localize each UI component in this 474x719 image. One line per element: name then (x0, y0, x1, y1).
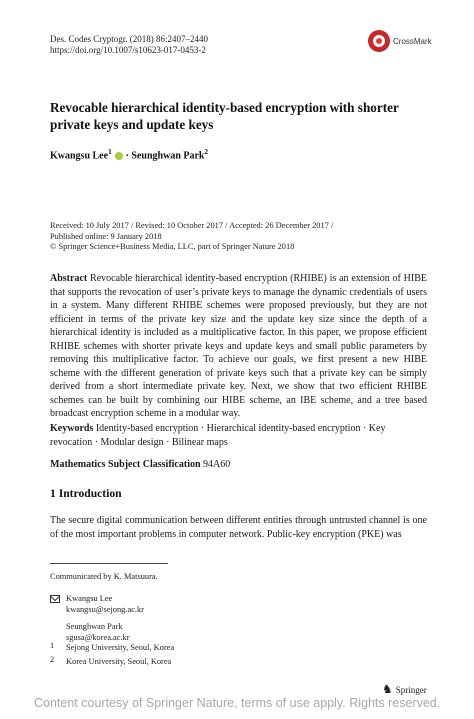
paper-title: Revocable hierarchical identity-based encryption with shorter private keys and update keys (50, 100, 399, 132)
subject-classification (50, 459, 230, 470)
affiliation-marker: 1 (108, 148, 112, 156)
doi-link[interactable]: https://doi.org/10.1007/s10623-017-0453-2 (50, 45, 206, 55)
crossmark-icon (368, 30, 390, 52)
contact-name: Seunghwan Park (66, 622, 123, 631)
published-date: Published online: 9 January 2018 (50, 231, 162, 241)
footnote-divider (50, 563, 168, 564)
affiliation-text: Sejong University, Seoul, Korea (66, 643, 175, 652)
author-list (50, 148, 208, 161)
affiliation-number: 1 (50, 641, 55, 650)
history-dates: Received: 10 July 2017 / Revised: 10 October 2017 / Accepted: 26 December 2017 / (50, 221, 334, 230)
keywords-text: Identity-based encryption · Hierarchical identity-based encryption · Key revocation · Modular design · Bilinear maps (50, 423, 386, 448)
springer-logo (382, 682, 427, 697)
orcid-icon[interactable] (115, 152, 123, 160)
contact-name: Kwangsu Lee (66, 594, 113, 603)
springer-horse-icon: ♞ (382, 682, 393, 696)
abstract-text: Revocable hierarchical identity-based encryption (RHIBE) is an extension of HIBE that supports the revocation of user’s private keys to manage the dynamic credentials of users in a system. Many different RHIBE schemes were proposed previously, but they are not efficient in terms of the private key size and the update key size since the depth of a hierarchical identity is included as a multiplicative factor. In this paper, we propose efficient RHIBE schemes with shorter private keys and update keys and small public parameters by removing this multiplicative factor. To achieve our goals, we first present a new HIBE scheme with the different generation of private keys such that a private key can be simply derived from a short intermediate private key. Next, we show that two efficient RHIBE schemes can be built by combining our HIBE scheme, an IBE scheme, and a tree based broadcast encryption scheme in a modular way. (50, 273, 428, 419)
publication-dates (50, 221, 430, 253)
contact-block (66, 593, 144, 643)
journal-header (50, 34, 208, 56)
section-heading (50, 487, 122, 500)
author-name[interactable]: Kwangsu Lee (50, 150, 109, 162)
affiliation-number: 2 (50, 655, 55, 664)
intro-paragraph: The secure digital communication between different entities through untrusted channel is one of the most important problems in computer network. Public-key encryption (PKE) was (50, 515, 427, 540)
keywords (50, 422, 427, 449)
publisher-name: Springer (395, 684, 427, 695)
journal-citation: Des. Codes Cryptogr. (2018) 86:2407–2440 (50, 34, 208, 44)
courtesy-watermark: Content courtesy of Springer Nature, terms of use apply. Rights reserved. (34, 696, 441, 710)
msc-value: 94A60 (203, 459, 231, 470)
affiliation-marker: 2 (204, 148, 208, 156)
author-name[interactable]: Seunghwan Park (131, 150, 205, 162)
crossmark-badge[interactable] (368, 30, 432, 52)
affiliation-text: Korea University, Seoul, Korea (66, 657, 172, 666)
contact-email[interactable]: kwangsu@sejong.ac.kr (66, 605, 144, 614)
section-title: Introduction (58, 487, 122, 500)
keywords-label: Keywords (50, 423, 94, 434)
contact-email[interactable]: sgusa@korea.ac.kr (66, 633, 130, 642)
abstract-label: Abstract (50, 273, 88, 284)
msc-label: Mathematics Subject Classification (50, 459, 201, 470)
section-number: 1 (50, 487, 56, 500)
author-separator: · (125, 150, 129, 162)
mail-icon (50, 593, 60, 604)
communicated-note: Communicated by K. Matsuura. (50, 572, 158, 581)
abstract (50, 272, 427, 421)
copyright-line: © Springer Science+Business Media, LLC, part of Springer Nature 2018 (50, 242, 295, 252)
crossmark-label: CrossMark (393, 36, 432, 46)
